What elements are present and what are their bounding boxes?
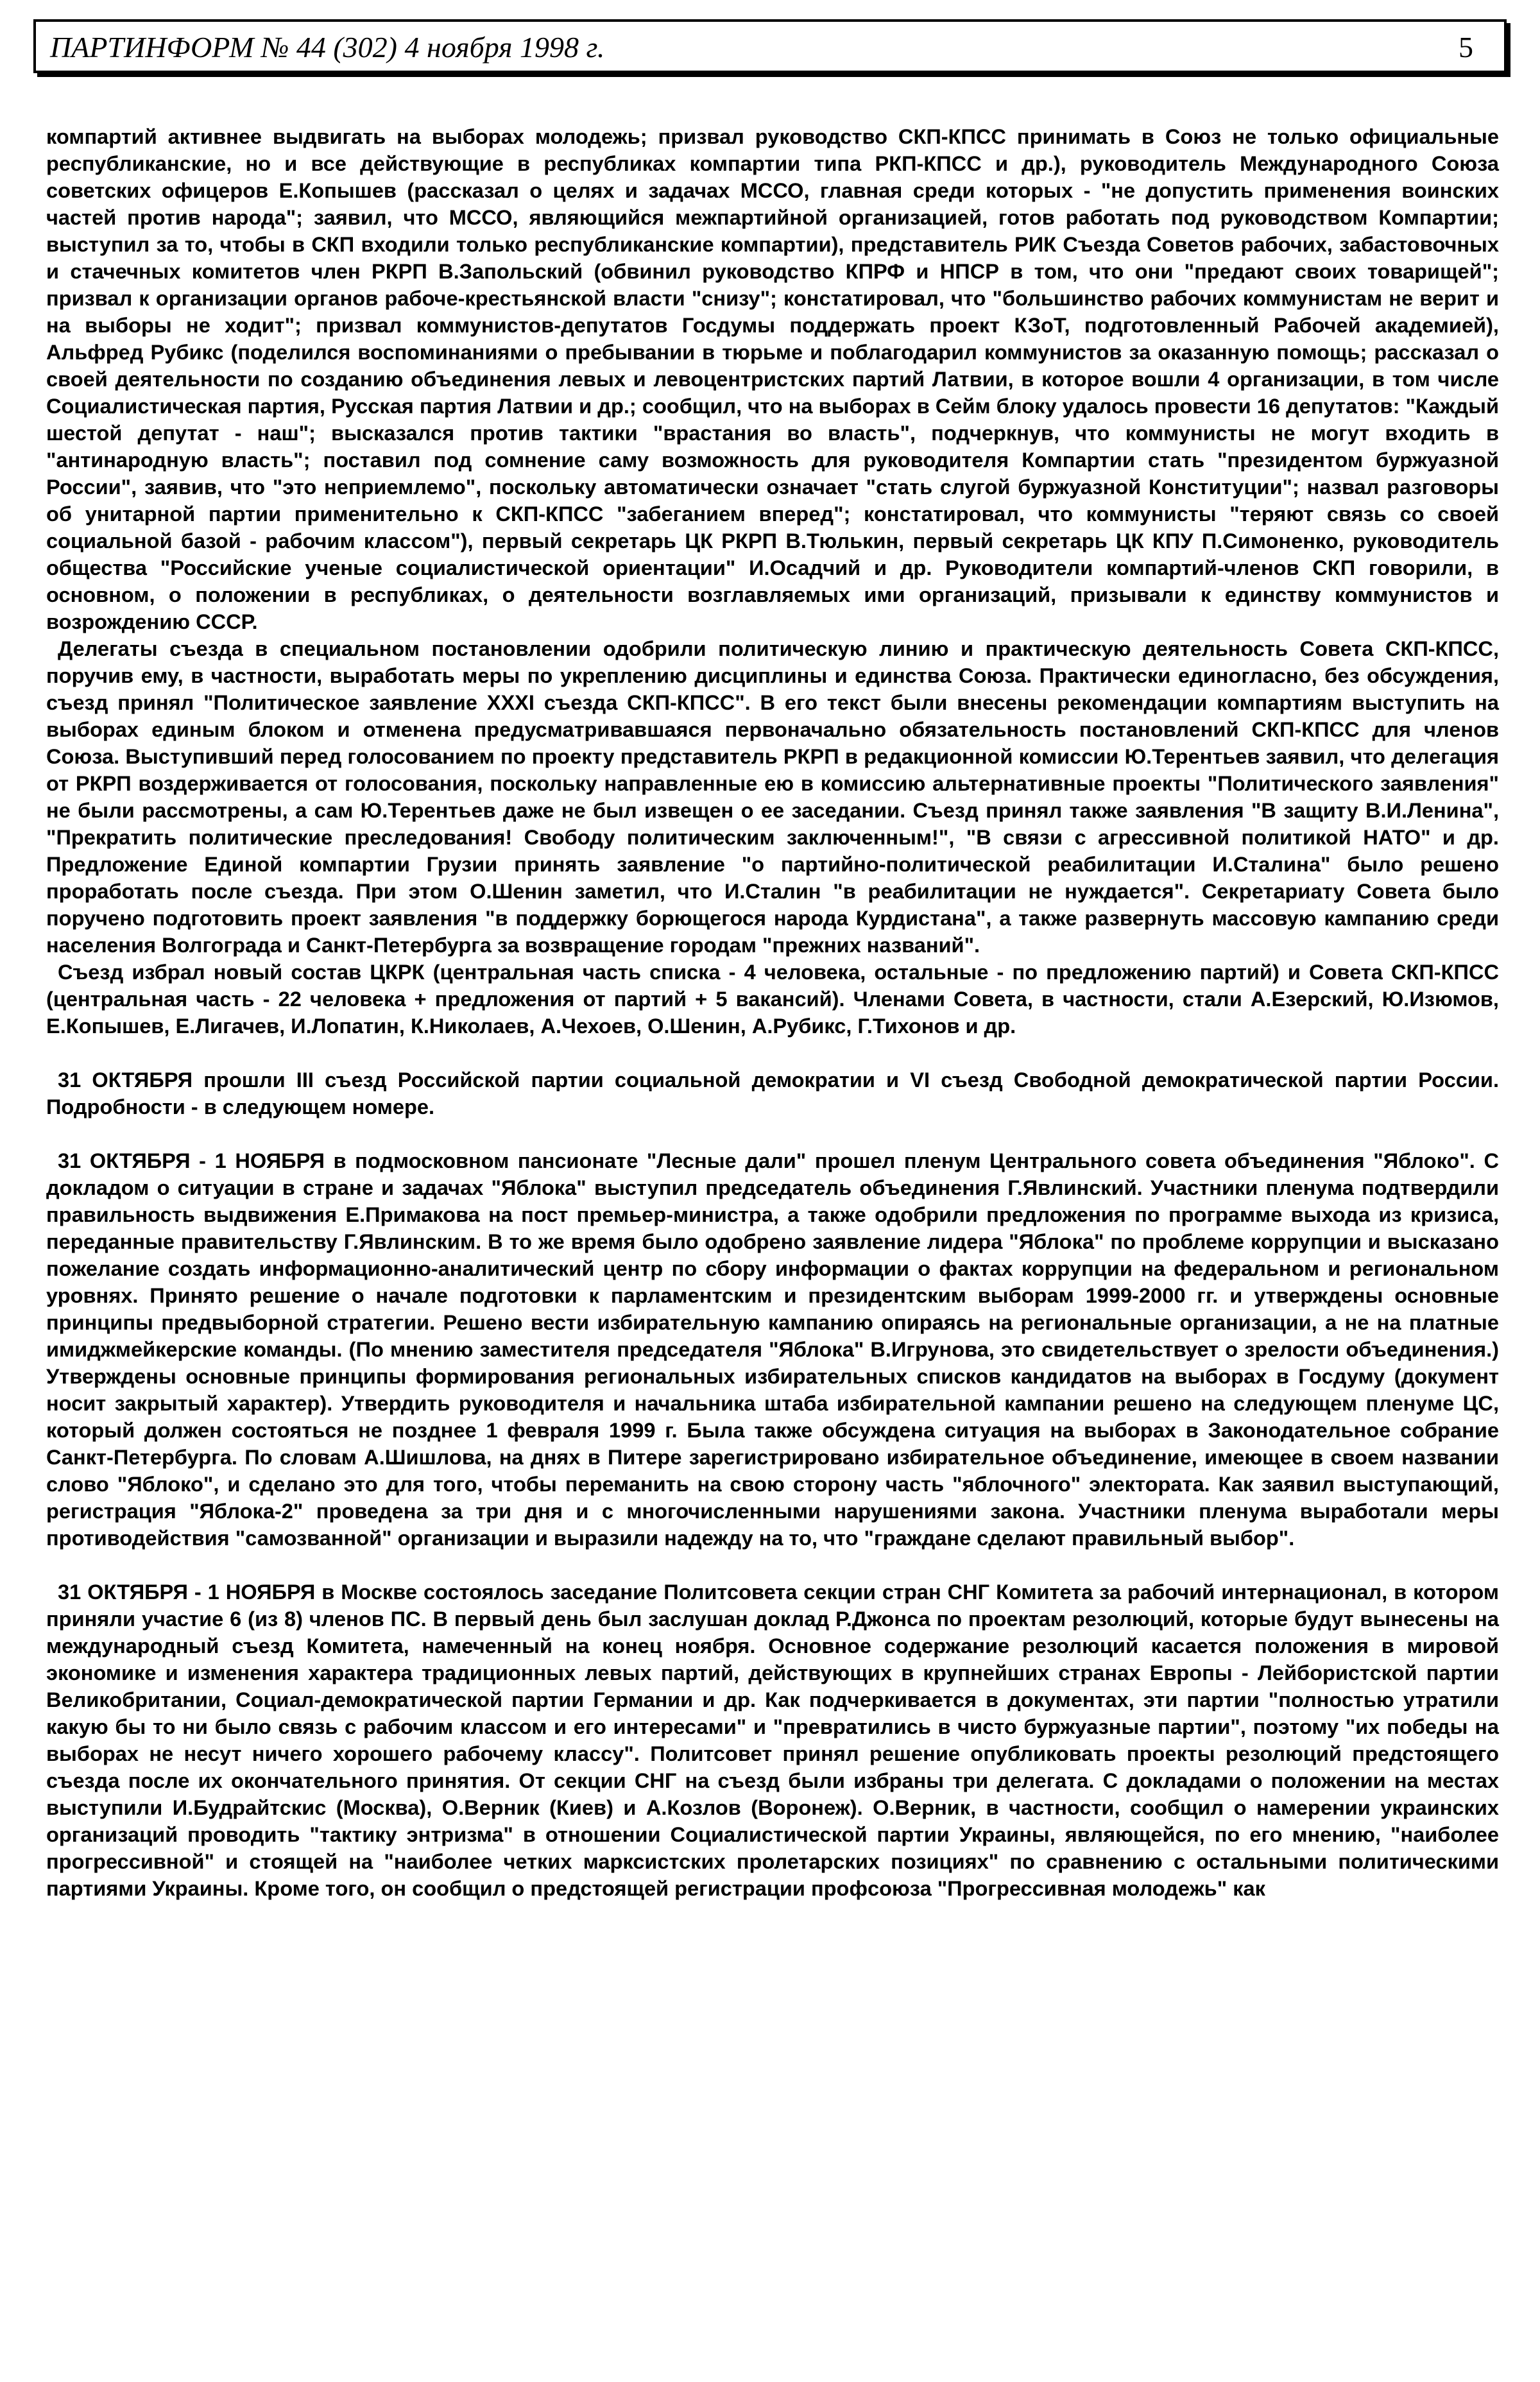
publication-title: ПАРТИНФОРМ № 44 (302) 4 ноября 1998 г. (50, 31, 605, 64)
paragraph-news-oct31-congresses: 31 ОКТЯБРЯ прошли III съезд Российской партии социальной демократии и VI съезд Свободной демократической партии России. Подробности - в следующем номере. (46, 1068, 1499, 1118)
paragraph-news-cis-politsovet: 31 ОКТЯБРЯ - 1 НОЯБРЯ в Москве состоялось заседание Политсовета секции стран СНГ Комитета за рабочий интернационал, в котором приняли участие 6 (из 8) членов ПС. В первый день был заслушан доклад Р.Джонса по проектам резолюций, которые будут вынесены на международный съезд Комитета, намеченный на конец ноября. Основное содержание резолюций касается положения в мировой экономике и изменения характера традиционных левых партий, действующих в крупнейших странах Европы - Лейбористской партии Великобритании, Социал-демократической партии Германии и др. Как подчеркивается в документах, эти партии "полностью утратили какую бы то ни было связь с рабочим классом и его интересами" и "превратились в чисто буржуазные партии", поэтому "их победы на выборах не несут ничего хорошего рабочему классу". Политсовет принял решение опубликовать проекты резолюций предстоящего съезда после их окончательного принятия. От секции СНГ на съезд были избраны три делегата. С докладами о положении на местах выступили И.Будрайтскис (Москва), О.Верник (Киев) и А.Козлов (Воронеж). О.Верник, в частности, сообщил о намерении украинских организаций проводить "тактику энтризма" в отношении Социалистической партии Украины, являющейся, по его мнению, "наиболее прогрессивной" и стоящей на "наиболее четких марксистских пролетарских позициях" по сравнению с остальными политическими партиями Украины. Кроме того, он сообщил о предстоящей регистрации профсоюза "Прогрессивная молодежь" как (46, 1580, 1499, 1900)
article-body (46, 123, 1499, 1902)
page-header (33, 19, 1507, 73)
paragraph-news-yabloko-plenum: 31 ОКТЯБРЯ - 1 НОЯБРЯ в подмосковном пансионате "Лесные дали" прошел пленум Центрального совета объединения "Яблоко". С докладом о ситуации в стране и задачах "Яблока" выступил председатель объединения Г.Явлинский. Участники пленума подтвердили правильность выдвижения Е.Примакова на пост премьер-министра, а также одобрили предложения по программе выхода из кризиса, переданные правительству Г.Явлинским. В то же время было одобрено заявление лидера "Яблока" по проблеме коррупции и высказано пожелание создать информационно-аналитический центр по сбору информации о фактах коррупции на федеральном и региональном уровнях. Принято решение о начале подготовки к парламентским и президентским выборам 1999-2000 гг. и утверждены основные принципы предвыборной стратегии. Решено вести избирательную кампанию опираясь на региональные организации, а не на платные имиджмейкерские команды. (По мнению заместителя председателя "Яблока" В.Игрунова, это свидетельствует о зрелости объединения.) Утверждены основные принципы формирования региональных избирательных списков кандидатов на выборах в Госдуму (документ носит закрытый характер). Утвердить руководителя и начальника штаба избирательной кампании решено на следующем пленуме ЦС, который должен состояться не позднее 1 февраля 1999 г. Была также обсуждена ситуация на выборах в Законодательное собрание Санкт-Петербурга. По словам А.Шишлова, на днях в Питере зарегистрировано избирательное объединение, имеющее в своем названии слово "Яблоко", и сделано это для того, чтобы переманить на свою сторону часть "яблочного" электората. Как заявил выступающий, регистрация "Яблока-2" проведена за три дня и с многочисленными нарушениями закона. Участники пленума выработали меры противодействия "самозванной" организации и выразили надежду на то, что "граждане сделают правильный выбор". (46, 1149, 1499, 1550)
paragraph-congress-decisions: Делегаты съезда в специальном постановлении одобрили политическую линию и практическую деятельность Совета СКП-КПСС, поручив ему, в частности, выработать меры по укреплению дисциплины и единства Союза. Практически единогласно, без обсуждения, съезд принял "Политическое заявление XXXI съезда СКП-КПСС". В его текст были внесены рекомендации компартиям выступить на выборах единым блоком и отменена предусматривавшаяся первоначально обязательность постановлений СКП-КПСС для членов Союза. Выступивший перед голосованием по проекту представитель РКРП в редакционной комиссии Ю.Терентьев заявил, что делегация от РКРП воздерживается от голосования, поскольку направленные ею в комиссию альтернативные проекты "Политического заявления" не были рассмотрены, а сам Ю.Терентьев даже не был извещен о ее заседании. Съезд принял также заявления "В защиту В.И.Ленина", "Прекратить политические преследования! Свободу политическим заключенным!", "В связи с агрессивной политикой НАТО" и др. Предложение Единой компартии Грузии принять заявление "о партийно-политической реабилитации И.Сталина" было решено проработать после съезда. При этом О.Шенин заметил, что И.Сталин "в реабилитации не нуждается". Секретариату Совета было поручено подготовить проект заявления "в поддержку борющегося народа Курдистана", а также развернуть массовую кампанию среди населения Волгограда и Санкт-Петербурга за возвращение городам "прежних названий". (46, 637, 1499, 957)
paragraph-council-election: Съезд избрал новый состав ЦКРК (центральная часть списка - 4 человека, остальные - по предложению партий) и Совета СКП-КПСС (центральная часть - 22 человека + предложения от партий + 5 вакансий). Членами Совета, в частности, стали А.Езерский, Ю.Изюмов, Е.Копышев, Е.Лигачев, И.Лопатин, К.Николаев, А.Чехоев, О.Шенин, А.Рубикс, Г.Тихонов и др. (46, 960, 1499, 1038)
paragraph-continued: компартий активнее выдвигать на выборах молодежь; призвал руководство СКП-КПСС принимать в Союз не только официальные республиканские, но и все действующие в республиках компартии типа РКП-КПСС и др.), руководитель Международного Союза советских офицеров Е.Копышев (рассказал о целях и задачах МССО, главная среди которых - "не допустить применения воинских частей против народа"; заявил, что МССО, являющийся межпартийной организацией, готов работать под руководством Компартии; выступил за то, чтобы в СКП входили только республиканские компартии), представитель РИК Съезда Советов рабочих, забастовочных и стачечных комитетов член РКРП В.Запольский (обвинил руководство КПРФ и НПСР в том, что они "предают своих товарищей"; призвал к организации органов рабоче-крестьянской власти "снизу"; констатировал, что "большинство рабочих коммунистам не верит и на выборы не ходит"; призвал коммунистов-депутатов Госдумы поддержать проект КЗоТ, подготовленный Рабочей академией), Альфред Рубикс (поделился воспоминаниями о пребывании в тюрьме и поблагодарил коммунистов за оказанную помощь; рассказал о своей деятельности по созданию объединения левых и левоцентристских партий Латвии, в которое вошли 4 организации, в том числе Социалистическая партия, Русская партия Латвии и др.; сообщил, что на выборах в Сейм блоку удалось провести 16 депутатов: "Каждый шестой депутат - наш"; высказался против тактики "врастания во власть", подчеркнув, что коммунисты не могут входить в "антинародную власть"; поставил под сомнение саму возможность для руководителя Компартии стать "президентом буржуазной России", заявив, что "это неприемлемо", поскольку автоматически означает "стать слугой буржуазной Конституции"; назвал разговоры об унитарной партии применительно к СКП-КПСС "забеганием вперед"; констатировал, что коммунисты "теряют связь со своей социальной базой - рабочим классом"), первый секретарь ЦК РКРП В.Тюлькин, первый секретарь ЦК КПУ П.Симоненко, руководитель общества "Российские ученые социалистической ориентации" И.Осадчий и др. Руководители компартий-членов СКП говорили, в основном, о положении в республиках, о деятельности возглавляемых ими организаций, призывали к единству коммунистов и возрождению СССР. (46, 124, 1499, 633)
page-number: 5 (1459, 31, 1473, 64)
